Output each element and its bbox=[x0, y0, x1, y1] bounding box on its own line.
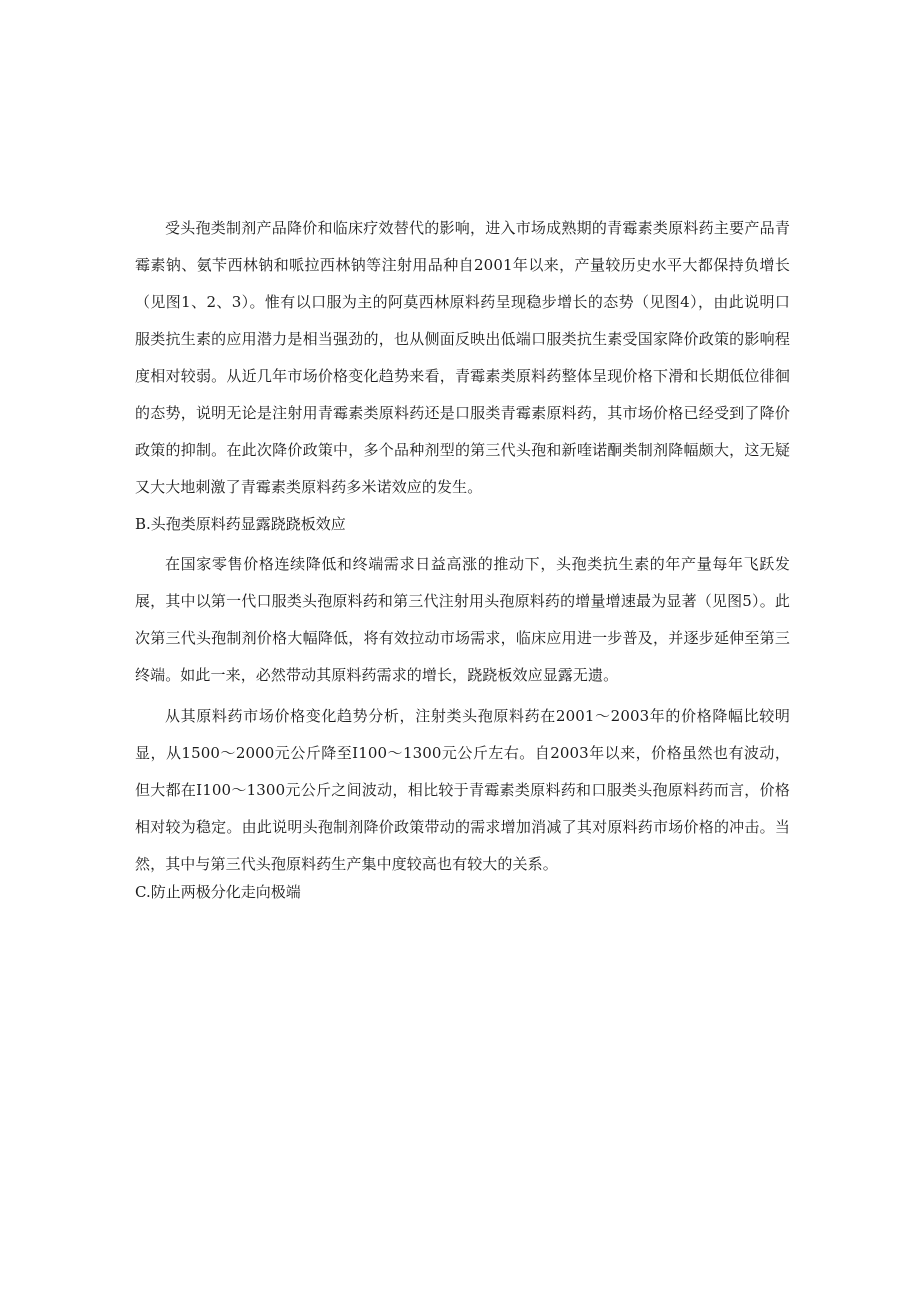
section-heading-c: C.防止两极分化走向极端 bbox=[135, 883, 301, 901]
paragraph-penicillin-market: 受头孢类制剂产品降价和临床疗效替代的影响，进入市场成熟期的青霉素类原料药主要产品青霉素钠、氨苄西林钠和哌拉西林钠等注射用品种自2001年以来，产量较历史水平大都保持负增长（见图1、2、3）。惟有以口服为主的阿莫西林原料药呈现稳步增长的态势（见图4），由此说明口服类抗生素的应用潜力是相当强劲的，也从侧面反映出低端口服类抗生素受国家降价政策的影响程度相对较弱。从近几年市场价格变化趋势来看，青霉素类原料药整体呈现价格下滑和长期低位徘徊的态势，说明无论是注射用青霉素类原料药还是口服类青霉素原料药，其市场价格已经受到了降价政策的抑制。在此次降价政策中，多个品种剂型的第三代头孢和新喹诺酮类制剂降幅颇大，这无疑又大大地刺激了青霉素类原料药多米诺效应的发生。 bbox=[135, 219, 790, 496]
document-body bbox=[135, 210, 790, 907]
paragraph-cephalosporin-price: 从其原料药市场价格变化趋势分析，注射类头孢原料药在2001～2003年的价格降幅比较明显，从1500～2000元公斤降至I100～1300元公斤左右。自2003年以来，价格虽然也有波动，但大都在I100～1300元公斤之间波动，相比较于青霉素类原料药和口服类头孢原料药而言，价格相对较为稳定。由此说明头孢制剂降价政策带动的需求增加消减了其对原料药市场价格的冲击。当然，其中与第三代头孢原料药生产集中度较高也有较大的关系。 bbox=[135, 707, 790, 873]
paragraph-cephalosporin-output: 在国家零售价格连续降低和终端需求日益高涨的推动下，头孢类抗生素的年产量每年飞跃发展，其中以第一代口服类头孢原料药和第三代注射用头孢原料药的增量增速最为显著（见图5）。此次第三代头孢制剂价格大幅降低，将有效拉动市场需求，临床应用进一步普及，并逐步延伸至第三终端。如此一来，必然带动其原料药需求的增长，跷跷板效应显露无遗。 bbox=[135, 555, 790, 684]
section-heading-b: B.头孢类原料药显露跷跷板效应 bbox=[135, 515, 346, 533]
